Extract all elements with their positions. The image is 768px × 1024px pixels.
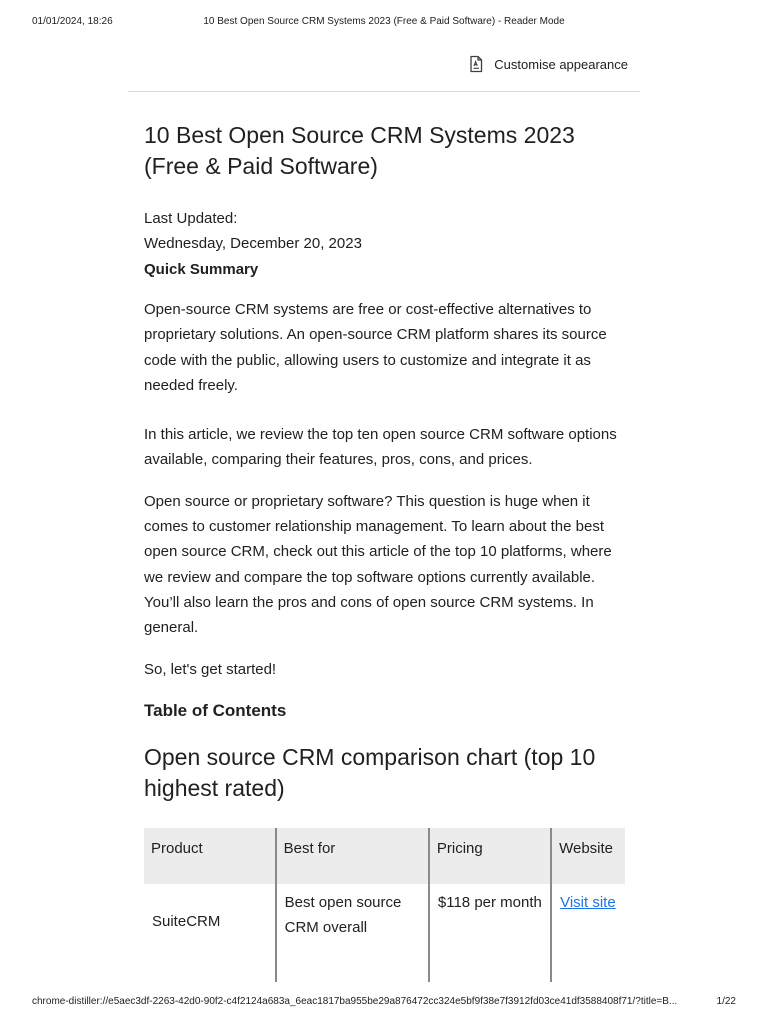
reader-toolbar (128, 50, 640, 90)
header-best-for: Best for (276, 828, 429, 884)
toolbar-divider (128, 91, 640, 92)
cell-product: SuiteCRM (152, 913, 221, 931)
table-header-row (144, 828, 625, 884)
header-website: Website (551, 828, 625, 884)
paragraph-intro: Open-source CRM systems are free or cost-effective alternatives to proprietary solutions. An open-source CRM platform shares its source code with the public, allowing users to customize and integrate it as needed freely. (144, 301, 607, 394)
page-indicator: 1/22 (716, 996, 736, 1007)
print-datetime: 01/01/2024, 18:26 (32, 16, 113, 27)
customise-appearance-button[interactable] (467, 52, 628, 76)
paragraph-review: In this article, we review the top ten open source CRM software options available, comparing their features, pros, cons, and prices. (144, 426, 617, 469)
paragraph-question: Open source or proprietary software? This question is huge when it comes to customer relationship management. To learn about the best open source CRM, check out this article of the top 10 platforms, where we review and compare the top software options currently available. You’ll also learn the pros and cons of open source CRM systems. In general. (144, 492, 612, 637)
paragraph-start: So, let's get started! (144, 660, 277, 678)
last-updated-date: Wednesday, December 20, 2023 (144, 235, 362, 252)
article-title: 10 Best Open Source CRM Systems 2023 (Free & Paid Software) (144, 122, 575, 179)
print-footer (32, 996, 736, 1010)
header-pricing: Pricing (429, 828, 551, 884)
visit-site-link[interactable]: Visit site (560, 893, 616, 911)
cell-pricing: $118 per month (429, 884, 551, 982)
table-of-contents-heading: Table of Contents (144, 700, 287, 720)
comparison-table (144, 828, 625, 982)
cell-best-for: Best open source CRM overall (276, 884, 429, 982)
article-meta (144, 206, 626, 256)
article-body (144, 120, 626, 982)
quick-summary-label: Quick Summary (144, 261, 259, 278)
customise-appearance-label: Customise appearance (494, 56, 628, 72)
table-row (144, 884, 625, 982)
print-document-title: 10 Best Open Source CRM Systems 2023 (Free & Paid Software) - Reader Mode (203, 16, 565, 27)
comparison-section-heading: Open source CRM comparison chart (top 10 highest rated) (144, 743, 596, 801)
header-product: Product (144, 828, 276, 884)
print-header (32, 16, 736, 30)
cell-website (551, 884, 625, 982)
last-updated-label: Last Updated: (144, 210, 238, 227)
document-appearance-icon (467, 55, 485, 73)
print-url: chrome-distiller://e5aec3df-2263-42d0-90f2-c4f2124a683a_6eac1817ba955be29a876472cc324e5bf9f38e7f3912fd03ce41df3588408f71/?title=B... (32, 996, 678, 1007)
